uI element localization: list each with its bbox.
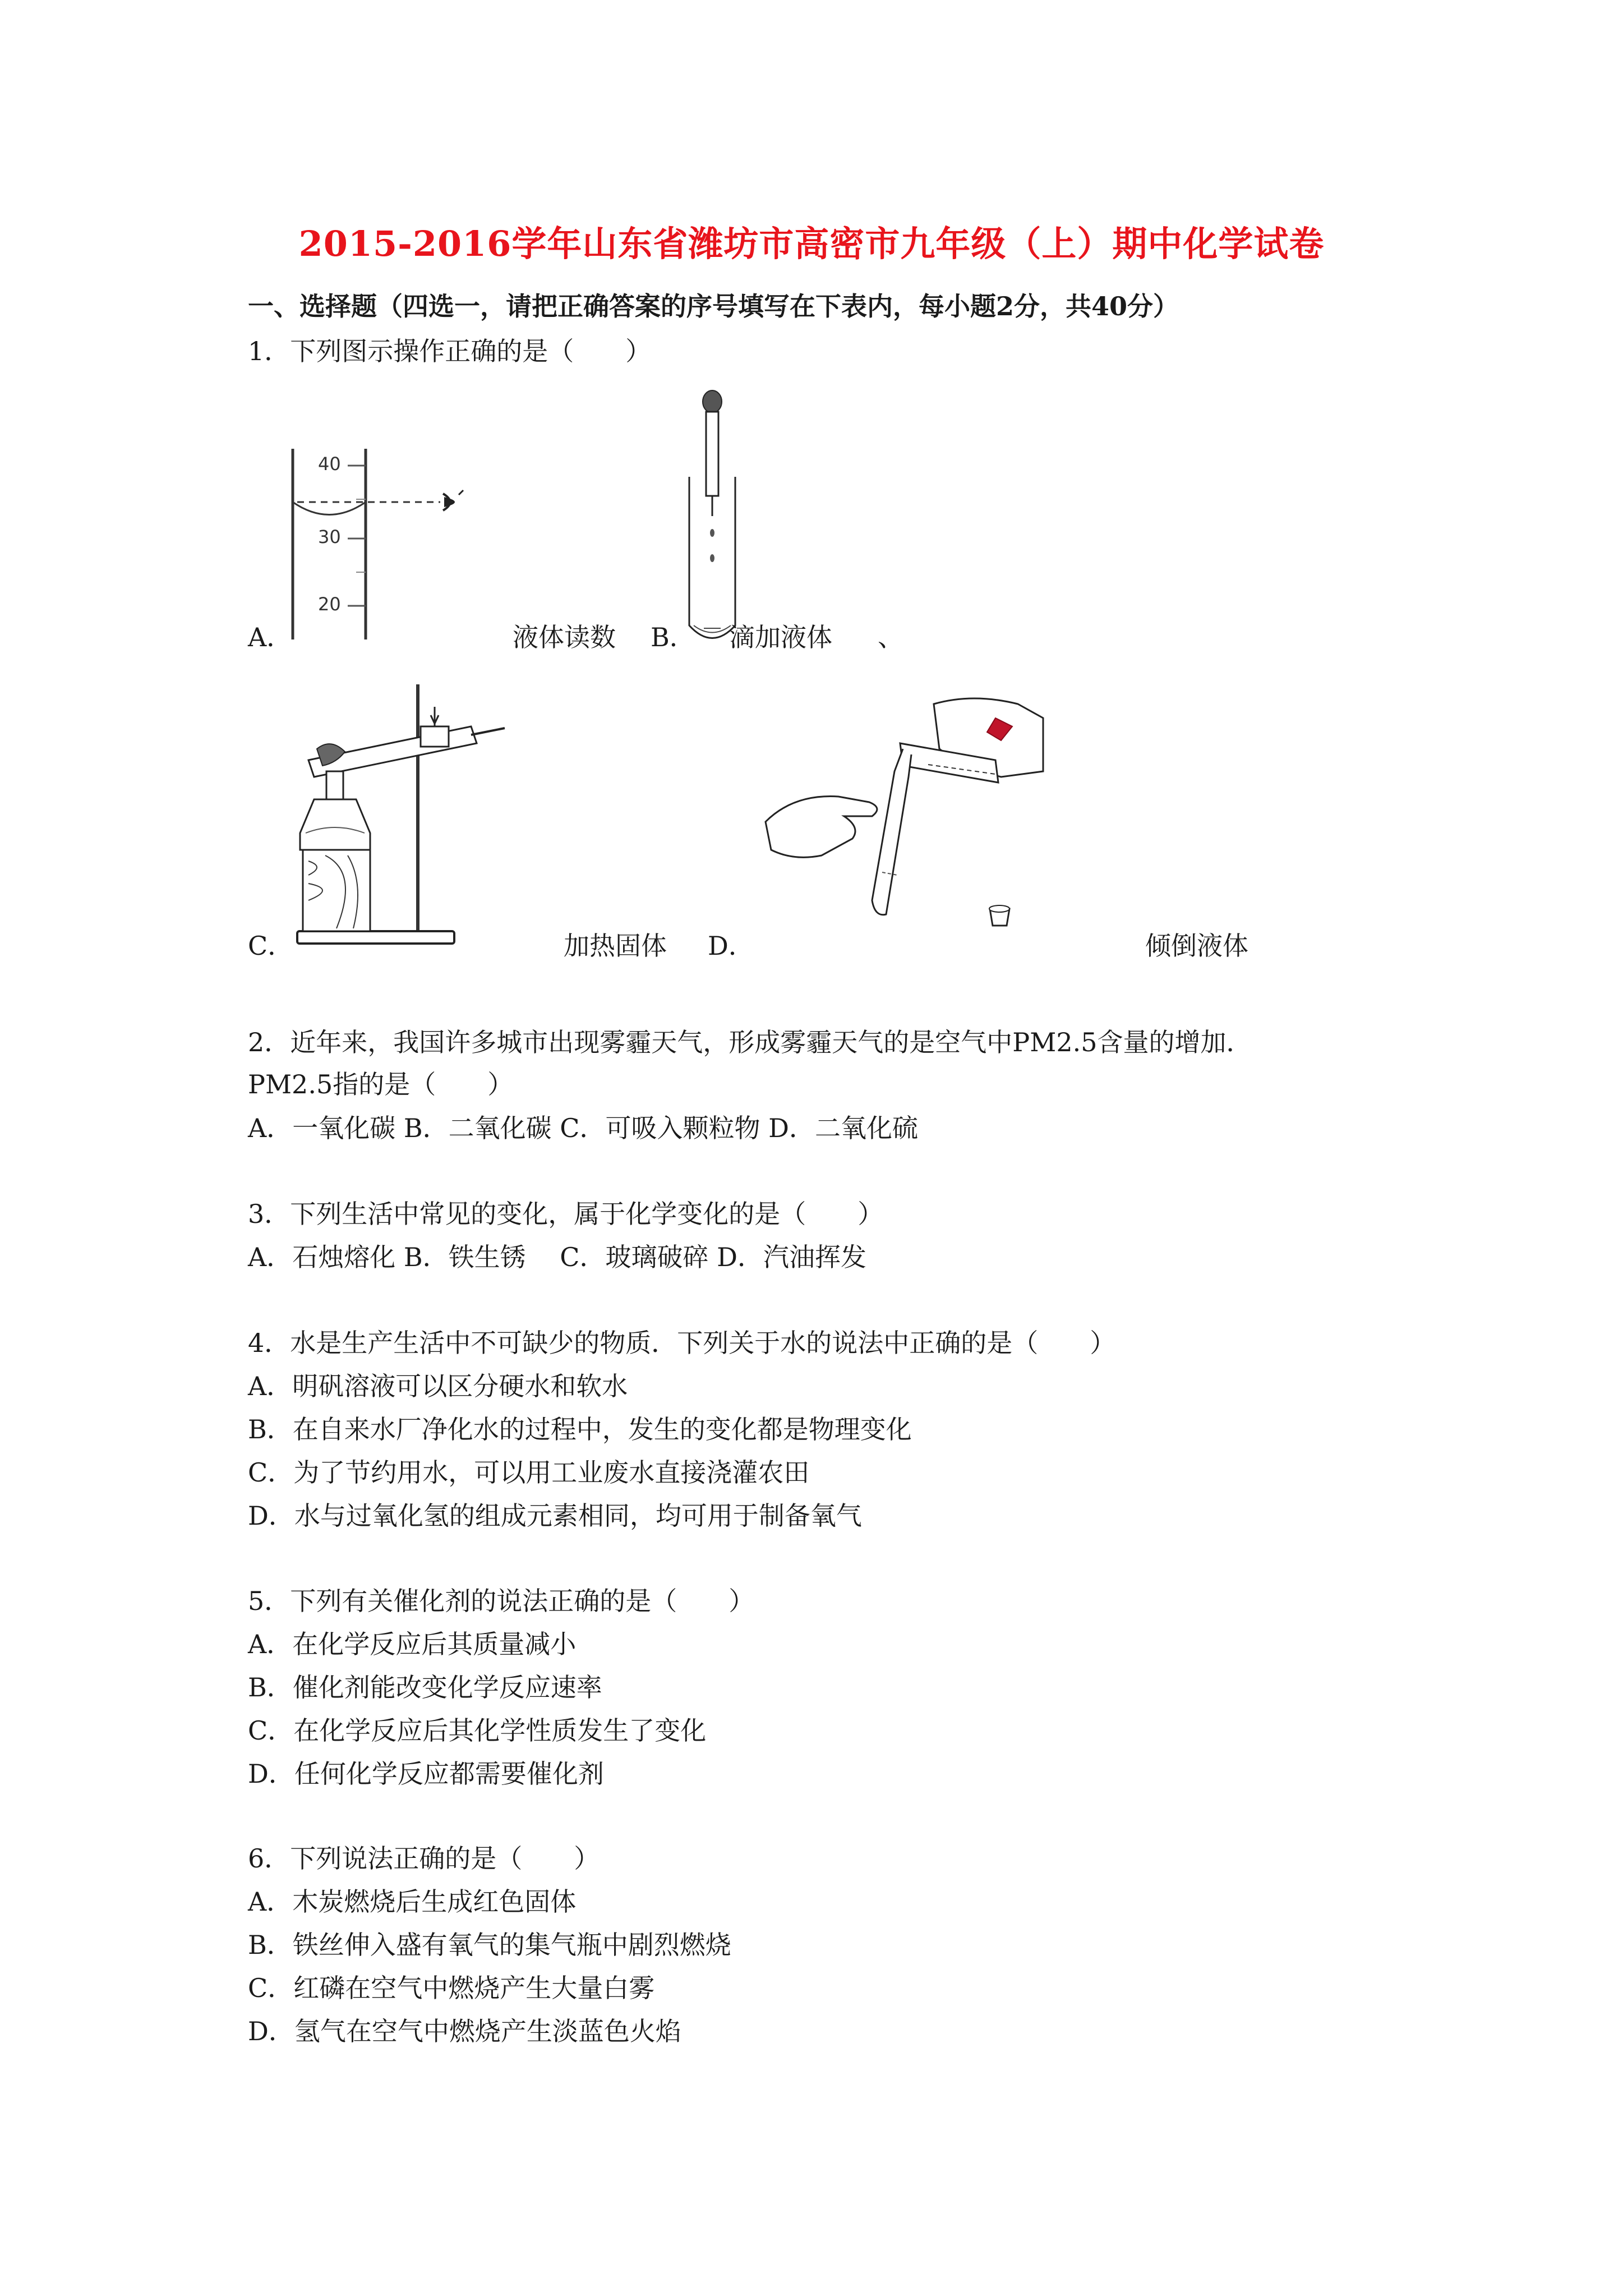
q1-option-b-separator: 、 bbox=[878, 622, 903, 652]
cylinder-tick-20: 20 bbox=[318, 593, 341, 615]
q6-option-b: B．铁丝伸入盛有氧气的集气瓶中剧烈燃烧 bbox=[248, 1930, 731, 1960]
q4-stem: 4．水是生产生活中不可缺少的物质．下列关于水的说法中正确的是（ ） bbox=[248, 1328, 1116, 1358]
q1-option-c-caption: 加热固体 bbox=[564, 931, 667, 961]
q1-option-b-letter: B． bbox=[651, 622, 695, 652]
dropper-figure bbox=[681, 387, 743, 651]
q5-option-c: C．在化学反应后其化学性质发生了变化 bbox=[248, 1715, 707, 1746]
section-heading: 一、选择题（四选一，请把正确答案的序号填写在下表内，每小题2分，共40分） bbox=[248, 291, 1179, 321]
q5-option-d: D．任何化学反应都需要催化剂 bbox=[248, 1759, 604, 1789]
page-title: 2015-2016学年山东省潍坊市高密市九年级（上）期中化学试卷 bbox=[298, 223, 1325, 264]
q4-option-b: B．在自来水厂净化水的过程中，发生的变化都是物理变化 bbox=[248, 1414, 912, 1444]
q1-stem: 1．下列图示操作正确的是（ ） bbox=[248, 336, 652, 366]
q1-option-d-caption: 倾倒液体 bbox=[1145, 931, 1248, 961]
q4-option-c: C．为了节约用水，可以用工业废水直接浇灌农田 bbox=[248, 1457, 810, 1488]
cylinder-tick-40: 40 bbox=[318, 453, 341, 475]
q5-option-a: A．在化学反应后其质量减小 bbox=[248, 1629, 577, 1659]
q6-stem: 6．下列说法正确的是（ ） bbox=[248, 1843, 600, 1874]
cylinder-tick-30: 30 bbox=[318, 526, 341, 547]
q1-option-c-letter: C． bbox=[248, 931, 294, 961]
q3-options: A．石烛熔化 B．铁生锈 C．玻璃破碎 D．汽油挥发 bbox=[248, 1242, 866, 1272]
q5-option-b: B．催化剂能改变化学反应速率 bbox=[248, 1672, 602, 1703]
q4-option-a: A．明矾溶液可以区分硬水和软水 bbox=[248, 1371, 628, 1401]
q1-option-b-caption: 滴加液体 bbox=[729, 622, 832, 652]
q3-stem: 3．下列生活中常见的变化，属于化学变化的是（ ） bbox=[248, 1199, 884, 1229]
q6-option-d: D．氢气在空气中燃烧产生淡蓝色火焰 bbox=[248, 2016, 681, 2046]
q2-stem-line2: PM2.5指的是（ ） bbox=[248, 1069, 514, 1099]
q1-option-d-letter: D． bbox=[708, 931, 754, 961]
pouring-liquid-figure bbox=[760, 693, 1063, 956]
graduated-cylinder-figure bbox=[280, 443, 482, 645]
q4-option-d: D．水与过氧化氢的组成元素相同，均可用于制备氧气 bbox=[248, 1501, 862, 1531]
q1-option-a-caption: 液体读数 bbox=[513, 622, 616, 652]
q6-option-c: C．红磷在空气中燃烧产生大量白雾 bbox=[248, 1973, 655, 2003]
q5-stem: 5．下列有关催化剂的说法正确的是（ ） bbox=[248, 1586, 755, 1616]
heating-solid-figure bbox=[292, 682, 516, 951]
q2-options: A．一氧化碳 B．二氧化碳 C．可吸入颗粒物 D．二氧化硫 bbox=[248, 1113, 918, 1143]
q2-stem-line1: 2．近年来，我国许多城市出现雾霾天气，形成雾霾天气的是空气中PM2.5含量的增加． bbox=[248, 1027, 1252, 1057]
q1-option-a-letter: A． bbox=[248, 622, 293, 652]
q6-option-a: A．木炭燃烧后生成红色固体 bbox=[248, 1887, 577, 1917]
